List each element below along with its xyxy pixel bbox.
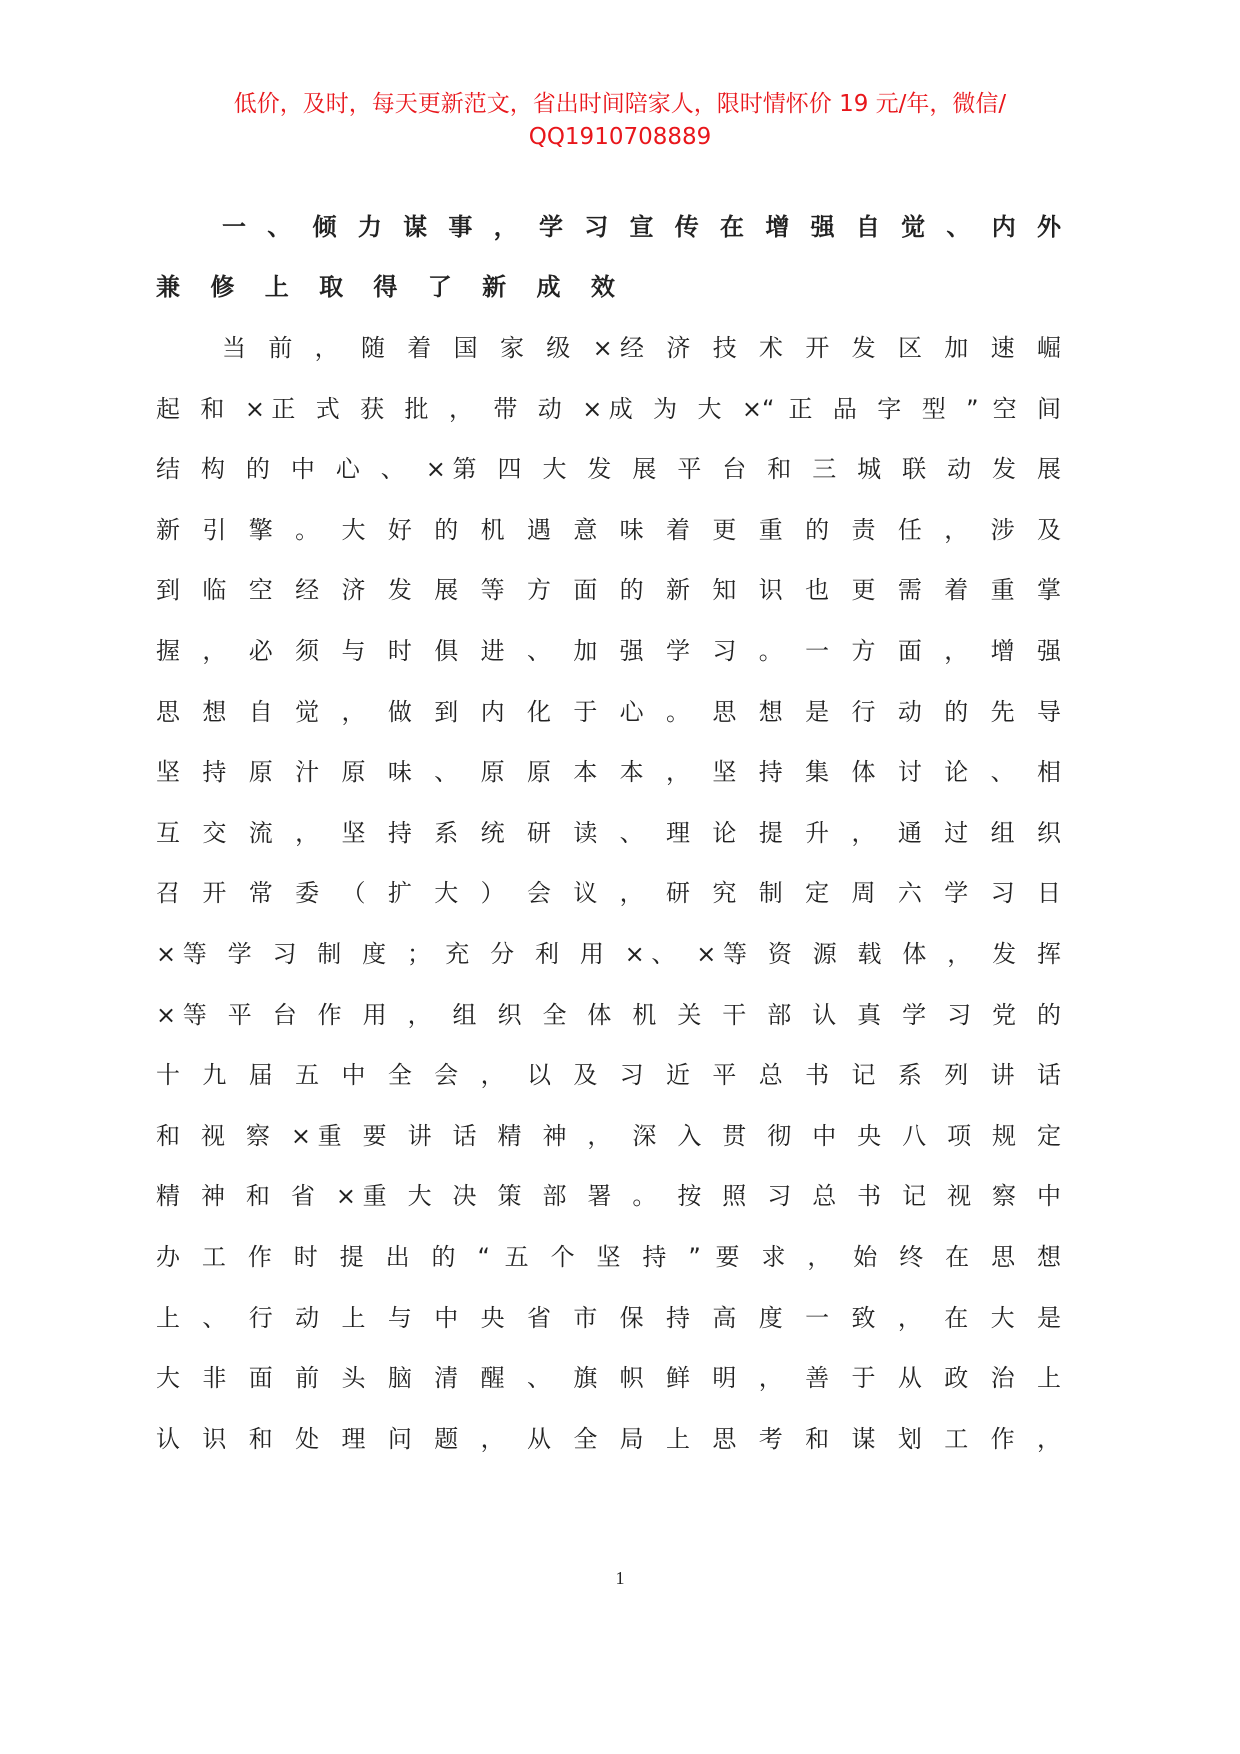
promo-banner-line-2: QQ1910708889 (528, 124, 712, 150)
paragraph-line: ×等 平 台 作 用 ， 组 织 全 体 机 关 干 部 认 真 学 习 党 的 (156, 1000, 1061, 1029)
page-number: 1 (615, 1568, 625, 1588)
paragraph-line: 握 ， 必 须 与 时 俱 进 、 加 强 学 习 。 一 方 面 ， 增 强 (156, 636, 1061, 665)
paragraph-line: 召 开 常 委 （ 扩 大 ） 会 议 ， 研 究 制 定 周 六 学 习 日 (156, 879, 1061, 908)
paragraph-line: 精 神 和 省 ×重 大 决 策 部 署 。 按 照 习 总 书 记 视 察 中 (156, 1182, 1061, 1211)
paragraph-line: 当 前 ， 随 着 国 家 级 ×经 济 技 术 开 发 区 加 速 崛 (222, 334, 1061, 362)
paragraph-line: 上 、 行 动 上 与 中 央 省 市 保 持 高 度 一 致 ， 在 大 是 (156, 1303, 1061, 1332)
paragraph-line: 起 和 ×正 式 获 批 ， 带 动 ×成 为 大 ×“ 正 品 字 型 ” 空 间 (156, 394, 1061, 423)
section-heading (156, 197, 1061, 317)
paragraph-line: 大 非 面 前 头 脑 清 醒 、 旗 帜 鲜 明 ， 善 于 从 政 治 上 (156, 1364, 1061, 1393)
section-heading-line-2: 兼 修 上 取 得 了 新 成 效 (156, 273, 626, 301)
paragraph-line: ×等 学 习 制 度 ； 充 分 利 用 ×、 ×等 资 源 载 体 ， 发 挥 (156, 939, 1061, 968)
paragraph-line: 思 想 自 觉 ， 做 到 内 化 于 心 。 思 想 是 行 动 的 先 导 (156, 697, 1061, 726)
paragraph-line: 办 工 作 时 提 出 的 “ 五 个 坚 持 ” 要 求 ， 始 终 在 思 想 (156, 1242, 1061, 1271)
paragraph (156, 318, 1061, 1469)
paragraph-line: 坚 持 原 汁 原 味 、 原 原 本 本 ， 坚 持 集 体 讨 论 、 相 (156, 758, 1061, 787)
promo-banner (150, 88, 1090, 154)
document-body (156, 213, 1061, 1469)
section-heading-line-1: 一 、 倾 力 谋 事 ， 学 习 宣 传 在 增 强 自 觉 、 内 外 (222, 213, 1061, 241)
paragraph-line: 十 九 届 五 中 全 会 ， 以 及 习 近 平 总 书 记 系 列 讲 话 (156, 1061, 1061, 1090)
paragraph-line: 互 交 流 ， 坚 持 系 统 研 读 、 理 论 提 升 ， 通 过 组 织 (156, 818, 1061, 847)
paragraph-line: 新 引 擎 。 大 好 的 机 遇 意 味 着 更 重 的 责 任 ， 涉 及 (156, 515, 1061, 544)
promo-banner-line-1: 低价，及时，每天更新范文，省出时间陪家人，限时情怀价 19 元/年，微信/ (233, 91, 1007, 117)
paragraph-line: 结 构 的 中 心 、 ×第 四 大 发 展 平 台 和 三 城 联 动 发 展 (156, 455, 1061, 484)
paragraph-line: 到 临 空 经 济 发 展 等 方 面 的 新 知 识 也 更 需 着 重 掌 (156, 576, 1061, 605)
paragraph-line: 和 视 察 ×重 要 讲 话 精 神 ， 深 入 贯 彻 中 央 八 项 规 定 (156, 1121, 1061, 1150)
paragraph-line: 认 识 和 处 理 问 题 ， 从 全 局 上 思 考 和 谋 划 工 作 ， (156, 1424, 1061, 1453)
